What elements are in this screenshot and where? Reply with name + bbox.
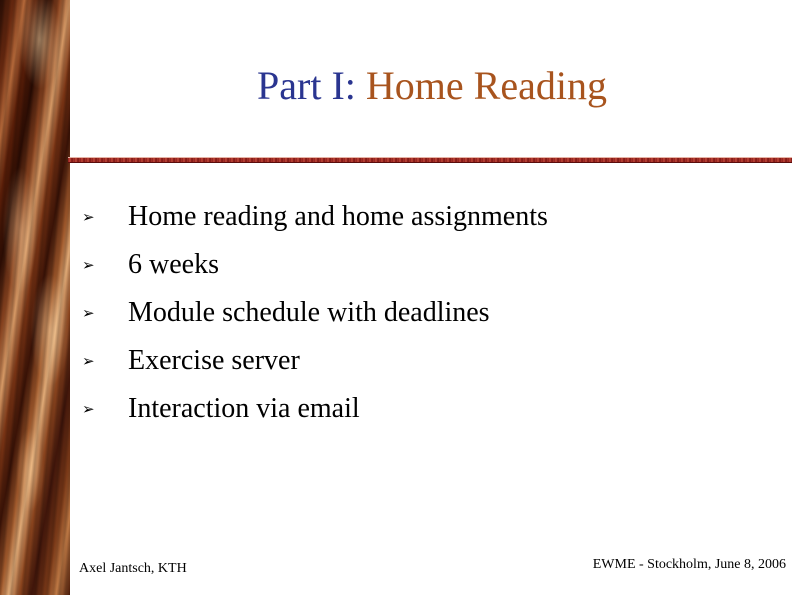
bullet-item <box>82 193 548 241</box>
arrow-bullet-icon: ➢ <box>82 352 95 370</box>
bullet-text: Home reading and home assignments <box>128 201 548 232</box>
title-divider <box>68 157 792 163</box>
bullet-item <box>82 385 548 433</box>
arrow-bullet-icon: ➢ <box>82 304 95 322</box>
arrow-bullet-icon: ➢ <box>82 256 95 274</box>
arrow-bullet-icon: ➢ <box>82 400 95 418</box>
title-topic: Home Reading <box>355 63 607 108</box>
bullet-item <box>82 337 548 385</box>
bullet-text: Interaction via email <box>128 393 360 424</box>
bullet-item <box>82 289 548 337</box>
arrow-bullet-icon: ➢ <box>82 208 95 226</box>
slide-title <box>70 60 794 112</box>
title-separator: : <box>344 63 356 108</box>
bullet-text: Module schedule with deadlines <box>128 297 490 328</box>
bullet-text: Exercise server <box>128 345 300 376</box>
footer-event: EWME - Stockholm, June 8, 2006 <box>592 557 786 572</box>
bullet-text: 6 weeks <box>128 249 219 280</box>
bullet-list <box>82 193 548 433</box>
title-part-label: Part I <box>257 63 345 108</box>
bullet-item <box>82 241 548 289</box>
footer-author: Axel Jantsch, KTH <box>79 561 187 576</box>
wood-texture-sidebar <box>0 0 70 595</box>
